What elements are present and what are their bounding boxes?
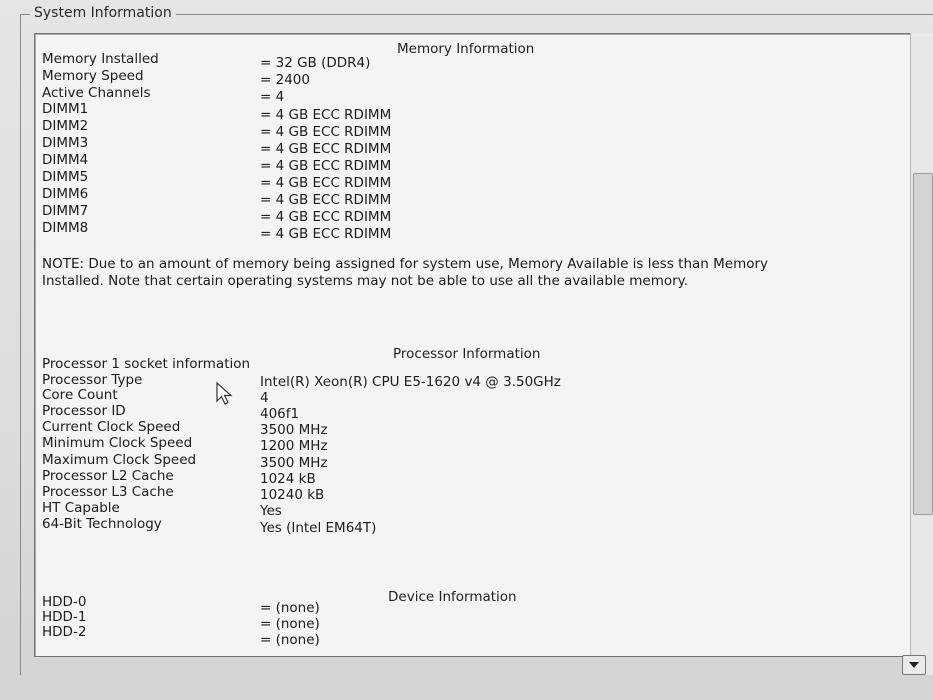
device-value: = (none) bbox=[260, 600, 320, 616]
memory-value: = 4 bbox=[260, 89, 285, 105]
group-title: System Information bbox=[30, 5, 176, 21]
device-value: = (none) bbox=[260, 632, 320, 648]
scrollbar-thumb[interactable] bbox=[913, 173, 933, 515]
processor-label: Minimum Clock Speed bbox=[42, 435, 193, 451]
processor-value: Intel(R) Xeon(R) CPU E5-1620 v4 @ 3.50GHz bbox=[260, 374, 561, 390]
processor-value: 10240 kB bbox=[260, 487, 325, 503]
device-label: HDD-2 bbox=[42, 624, 87, 640]
memory-value: = 4 GB ECC RDIMM bbox=[260, 141, 392, 157]
device-section-title: Device Information bbox=[388, 589, 517, 605]
memory-value: = 4 GB ECC RDIMM bbox=[260, 124, 392, 140]
processor-value: 1200 MHz bbox=[260, 438, 328, 454]
processor-label: 64-Bit Technology bbox=[42, 516, 162, 532]
memory-value: = 4 GB ECC RDIMM bbox=[260, 175, 392, 191]
processor-value: 3500 MHz bbox=[260, 422, 328, 438]
memory-section-title: Memory Information bbox=[397, 41, 535, 57]
device-value: = (none) bbox=[260, 616, 320, 632]
info-panel[interactable] bbox=[34, 33, 912, 657]
processor-label: Core Count bbox=[42, 387, 118, 403]
memory-label: DIMM2 bbox=[42, 118, 89, 134]
processor-label: Current Clock Speed bbox=[42, 419, 181, 435]
processor-label: Processor L2 Cache bbox=[42, 468, 174, 484]
memory-label: DIMM5 bbox=[42, 169, 89, 185]
processor-value: 3500 MHz bbox=[260, 455, 328, 471]
processor-socket-heading: Processor 1 socket information bbox=[42, 356, 251, 372]
memory-value: = 4 GB ECC RDIMM bbox=[260, 226, 392, 242]
memory-label: DIMM6 bbox=[42, 186, 89, 202]
device-label: HDD-0 bbox=[42, 594, 87, 610]
memory-value: = 4 GB ECC RDIMM bbox=[260, 192, 392, 208]
memory-label: DIMM7 bbox=[42, 203, 89, 219]
memory-value: = 2400 bbox=[260, 72, 310, 88]
scroll-down-button[interactable] bbox=[902, 655, 926, 675]
memory-value: = 4 GB ECC RDIMM bbox=[260, 107, 392, 123]
processor-value: Yes bbox=[260, 503, 282, 519]
processor-label: Processor ID bbox=[42, 403, 126, 419]
memory-label: Memory Speed bbox=[42, 68, 144, 84]
processor-value: 406f1 bbox=[260, 406, 300, 422]
processor-value: Yes (Intel EM64T) bbox=[260, 520, 377, 536]
memory-label: DIMM3 bbox=[42, 135, 89, 151]
device-label: HDD-1 bbox=[42, 609, 87, 625]
processor-section-title: Processor Information bbox=[393, 346, 541, 362]
processor-value: 1024 kB bbox=[260, 471, 316, 487]
memory-value: = 4 GB ECC RDIMM bbox=[260, 158, 392, 174]
memory-label: DIMM1 bbox=[42, 101, 89, 117]
processor-label: Processor Type bbox=[42, 372, 143, 388]
mouse-pointer-icon bbox=[216, 382, 234, 406]
memory-note: NOTE: Due to an amount of memory being assigned for system use, Memory Available is less than Memory Installed. Note that certain operating systems may not be able to use all the available memory. bbox=[42, 256, 769, 289]
memory-label: Memory Installed bbox=[42, 51, 159, 67]
processor-label: Maximum Clock Speed bbox=[42, 452, 197, 468]
processor-label: Processor L3 Cache bbox=[42, 484, 174, 500]
processor-value: 4 bbox=[260, 390, 269, 406]
processor-label: HT Capable bbox=[42, 500, 120, 516]
memory-label: Active Channels bbox=[42, 85, 151, 101]
memory-value: = 4 GB ECC RDIMM bbox=[260, 209, 392, 225]
memory-label: DIMM4 bbox=[42, 152, 89, 168]
vertical-scrollbar[interactable] bbox=[910, 33, 933, 675]
chevron-down-icon bbox=[909, 662, 919, 669]
memory-value: = 32 GB (DDR4) bbox=[260, 55, 371, 71]
memory-label: DIMM8 bbox=[42, 220, 89, 236]
